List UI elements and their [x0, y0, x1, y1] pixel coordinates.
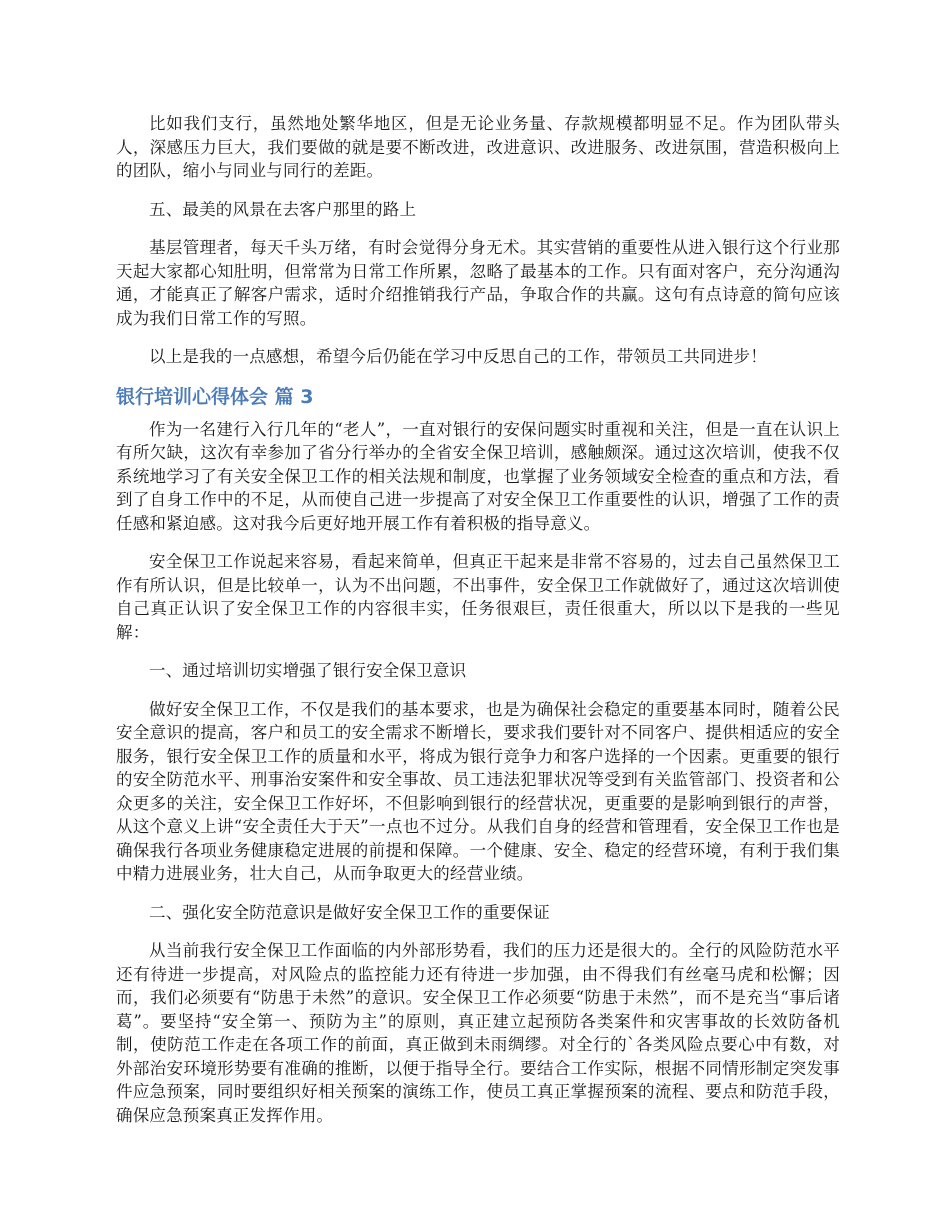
- subheading: 一、通过培训切实增强了银行安全保卫意识: [149, 661, 467, 680]
- subheading: 二、强化安全防范意识是做好安全保卫工作的重要保证: [149, 902, 550, 922]
- section-title: 银行培训心得体会 篇 3: [116, 385, 314, 408]
- paragraph: 安全保卫工作说起来容易，看起来简单，但真正干起来是非常不容易的，过去自己虽然保卫工作有所认识，但是比较单一，认为不出问题，不出事件，安全保卫工作就做好了，通过这次培训使自己真正认识了安全保卫工作的内容很丰实，任务很艰巨，责任很重大，所以以下是我的一些见解：: [116, 552, 840, 642]
- document-body: [116, 112, 840, 1142]
- paragraph: 比如我们支行，虽然地处繁华地区，但是无论业务量、存款规模都明显不足。作为团队带头人，深感压力巨大，我们要做的就是要不断改进，改进意识、改进服务、改进氛围，营造积极向上的团队，缩小与同业与同行的差距。: [116, 114, 840, 180]
- subheading: 五、最美的风景在去客户那里的路上: [149, 199, 417, 219]
- paragraph: 做好安全保卫工作，不仅是我们的基本要求，也是为确保社会稳定的重要基本同时，随着公民安全意识的提高，客户和员工的安全需求不断增长，要求我们要针对不同客户、提供相适应的安全服务，银行安全保卫工作的质量和水平，将成为银行竞争力和客户选择的一个因素。更重要的银行的安全防范水平、刑事治安案件和安全事故、员工违法犯罪状况等受到有关监管部门、投资者和公众更多的关注，安全保卫工作好坏，不但影响到银行的经营状况，更重要的是影响到银行的声誉，从这个意义上讲“安全责任大于天”一点也不过分。从我们自身的经营和管理看，安全保卫工作也是确保我行各项业务健康稳定进展的前提和保障。一个健康、安全、稳定的经营环境，有利于我们集中精力进展业务，壮大自己，从而争取更大的经营业绩。: [116, 699, 840, 883]
- paragraph: 从当前我行安全保卫工作面临的内外部形势看，我们的压力还是很大的。全行的风险防范水平还有待进一步提高，对风险点的监控能力还有待进一步加强，由不得我们有丝毫马虎和松懈；因而，我们必须要有“防患于未然”的意识。安全保卫工作必须要“防患于未然”，而不是充当“事后诸葛”。要坚持“安全第一、预防为主”的原则，真正建立起预防各类案件和灾害事故的长效防备机制，使防范工作走在各项工作的前面，真正做到未雨绸缪。对全行的`各类风险点要心中有数，对外部治安环境形势要有准确的推断，以便于指导全行。要结合工作实际，根据不同情形制定突发事件应急预案，同时要组织好相关预案的演练工作，使员工真正掌握预案的流程、要点和防范手段，确保应急预案真正发挥作用。: [116, 941, 840, 1125]
- paragraph: 以上是我的一点感想，希望今后仍能在学习中反思自己的工作，带领员工共同进步！: [149, 347, 767, 366]
- paragraph: 作为一名建行入行几年的“老人”，一直对银行的安保问题实时重视和关注，但是一直在认识上有所欠缺，这次有幸参加了省分行举办的全省安全保卫培训，感触颇深。通过这次培训，使我不仅系统地学习了有关安全保卫工作的相关法规和制度，也掌握了业务领域安全检查的重点和方法，看到了自身工作中的不足，从而使自己进一步提高了对安全保卫工作重要性的认识，增强了工作的责任感和紧迫感。这对我今后更好地开展工作有着积极的指导意义。: [116, 419, 840, 533]
- paragraph: 基层管理者，每天千头万绪，有时会觉得分身无术。其实营销的重要性从进入银行这个行业那天起大家都心知肚明，但常常为日常工作所累，忽略了最基本的工作。只有面对客户，充分沟通沟通，才能真正了解客户需求，适时介绍推销我行产品，争取合作的共赢。这句有点诗意的简句应该成为我们日常工作的写照。: [116, 238, 840, 328]
